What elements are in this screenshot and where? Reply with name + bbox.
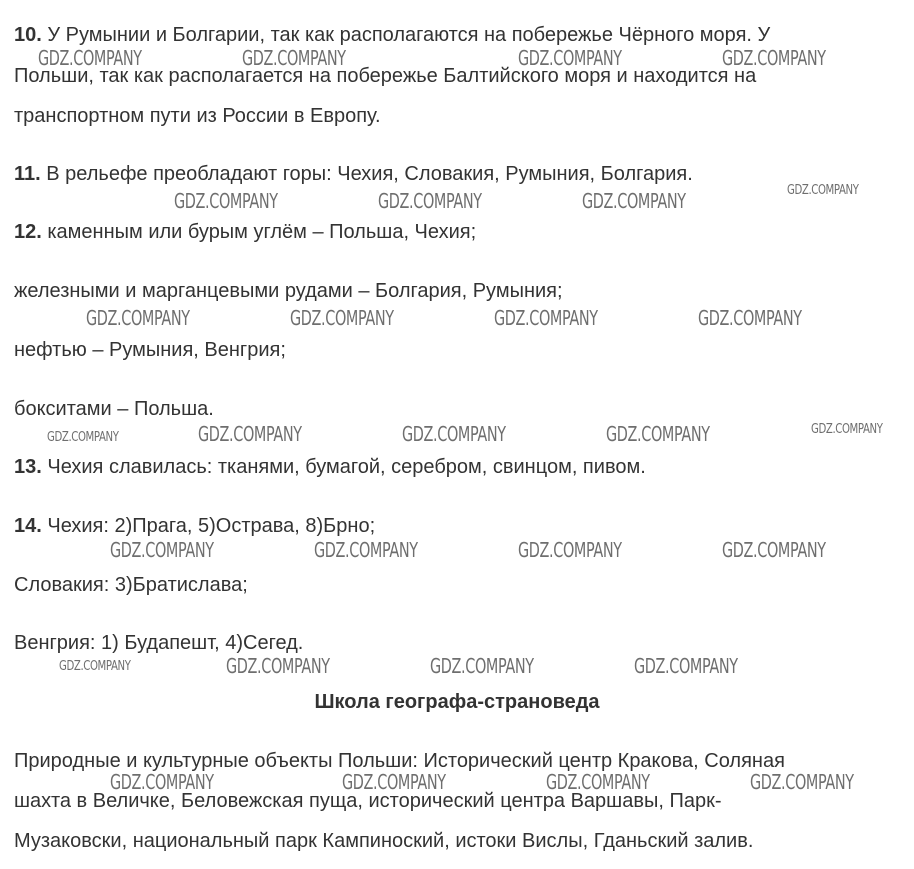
answer-number: 14.: [14, 515, 42, 537]
answer-14-line-1: [14, 514, 375, 538]
section-text-line-1: Природные и культурные объекты Польши: Исторический центр Кракова, Соляная: [14, 750, 785, 772]
answer-11-line: [14, 162, 693, 186]
watermark: GDZ.COMPANY: [634, 654, 738, 678]
watermark: GDZ.COMPANY: [174, 189, 278, 213]
answer-text: Чехия: 2)Прага, 5)Острава, 8)Брно;: [41, 515, 376, 537]
watermark: GDZ.COMPANY: [722, 46, 826, 70]
answer-number: 12.: [14, 221, 42, 243]
watermark: GDZ.COMPANY: [110, 538, 214, 562]
section-heading: Школа географа-страноведа: [314, 691, 600, 713]
answer-14-line-3: Венгрия: 1) Будапешт, 4)Сегед.: [14, 632, 304, 654]
answer-12-line-1: [14, 220, 476, 244]
answer-13-line: [14, 455, 646, 479]
watermark: GDZ.COMPANY: [518, 538, 622, 562]
watermark: GDZ.COMPANY: [750, 770, 854, 794]
watermark: GDZ.COMPANY: [494, 306, 598, 330]
answer-text: У Румынии и Болгарии, так как располагаются на побережье Чёрного моря. У: [41, 24, 771, 46]
watermark: GDZ.COMPANY: [518, 46, 622, 70]
watermark: GDZ.COMPANY: [582, 189, 686, 213]
answer-12-line-2: железными и марганцевыми рудами – Болгария, Румыния;: [14, 280, 563, 302]
answer-number: 10.: [14, 24, 42, 46]
answer-10-line-1: [14, 23, 770, 47]
answer-12-line-3: нефтью – Румыния, Венгрия;: [14, 339, 286, 361]
section-text-line-2: шахта в Величке, Беловежская пуща, исторический центра Варшавы, Парк-: [14, 790, 722, 812]
watermark: GDZ.COMPANY: [378, 189, 482, 213]
answer-10-line-2: Польши, так как располагается на побережье Балтийского моря и находится на: [14, 65, 757, 87]
answer-number: 13.: [14, 456, 42, 478]
watermark: GDZ.COMPANY: [430, 654, 534, 678]
watermark: GDZ.COMPANY: [402, 422, 506, 446]
answer-10-line-3: транспортном пути из России в Европу.: [14, 105, 381, 127]
section-text-line-3: Музаковски, национальный парк Кампиноский, истоки Вислы, Гданьский залив.: [14, 830, 754, 852]
watermark: GDZ.COMPANY: [198, 422, 302, 446]
watermark: GDZ.COMPANY: [242, 46, 346, 70]
watermark: GDZ.COMPANY: [226, 654, 330, 678]
watermark: GDZ.COMPANY: [110, 770, 214, 794]
watermark: GDZ.COMPANY: [787, 183, 859, 198]
answer-12-line-4: бокситами – Польша.: [14, 398, 214, 420]
watermark: GDZ.COMPANY: [86, 306, 190, 330]
answer-text: Чехия славилась: тканями, бумагой, серебром, свинцом, пивом.: [41, 456, 646, 478]
watermark: GDZ.COMPANY: [59, 659, 131, 674]
watermark: GDZ.COMPANY: [811, 422, 883, 437]
answer-14-line-2: Словакия: 3)Братислава;: [14, 574, 248, 596]
watermark: GDZ.COMPANY: [606, 422, 710, 446]
answer-text: каменным или бурым углём – Польша, Чехия;: [41, 221, 477, 243]
watermark: GDZ.COMPANY: [290, 306, 394, 330]
watermark: GDZ.COMPANY: [698, 306, 802, 330]
watermark: GDZ.COMPANY: [546, 770, 650, 794]
watermark: GDZ.COMPANY: [47, 430, 119, 445]
watermark: GDZ.COMPANY: [38, 46, 142, 70]
watermark: GDZ.COMPANY: [314, 538, 418, 562]
watermark: GDZ.COMPANY: [342, 770, 446, 794]
answer-number: 11.: [14, 163, 41, 185]
answer-text: В рельефе преобладают горы: Чехия, Словакия, Румыния, Болгария.: [40, 163, 693, 185]
watermark: GDZ.COMPANY: [722, 538, 826, 562]
